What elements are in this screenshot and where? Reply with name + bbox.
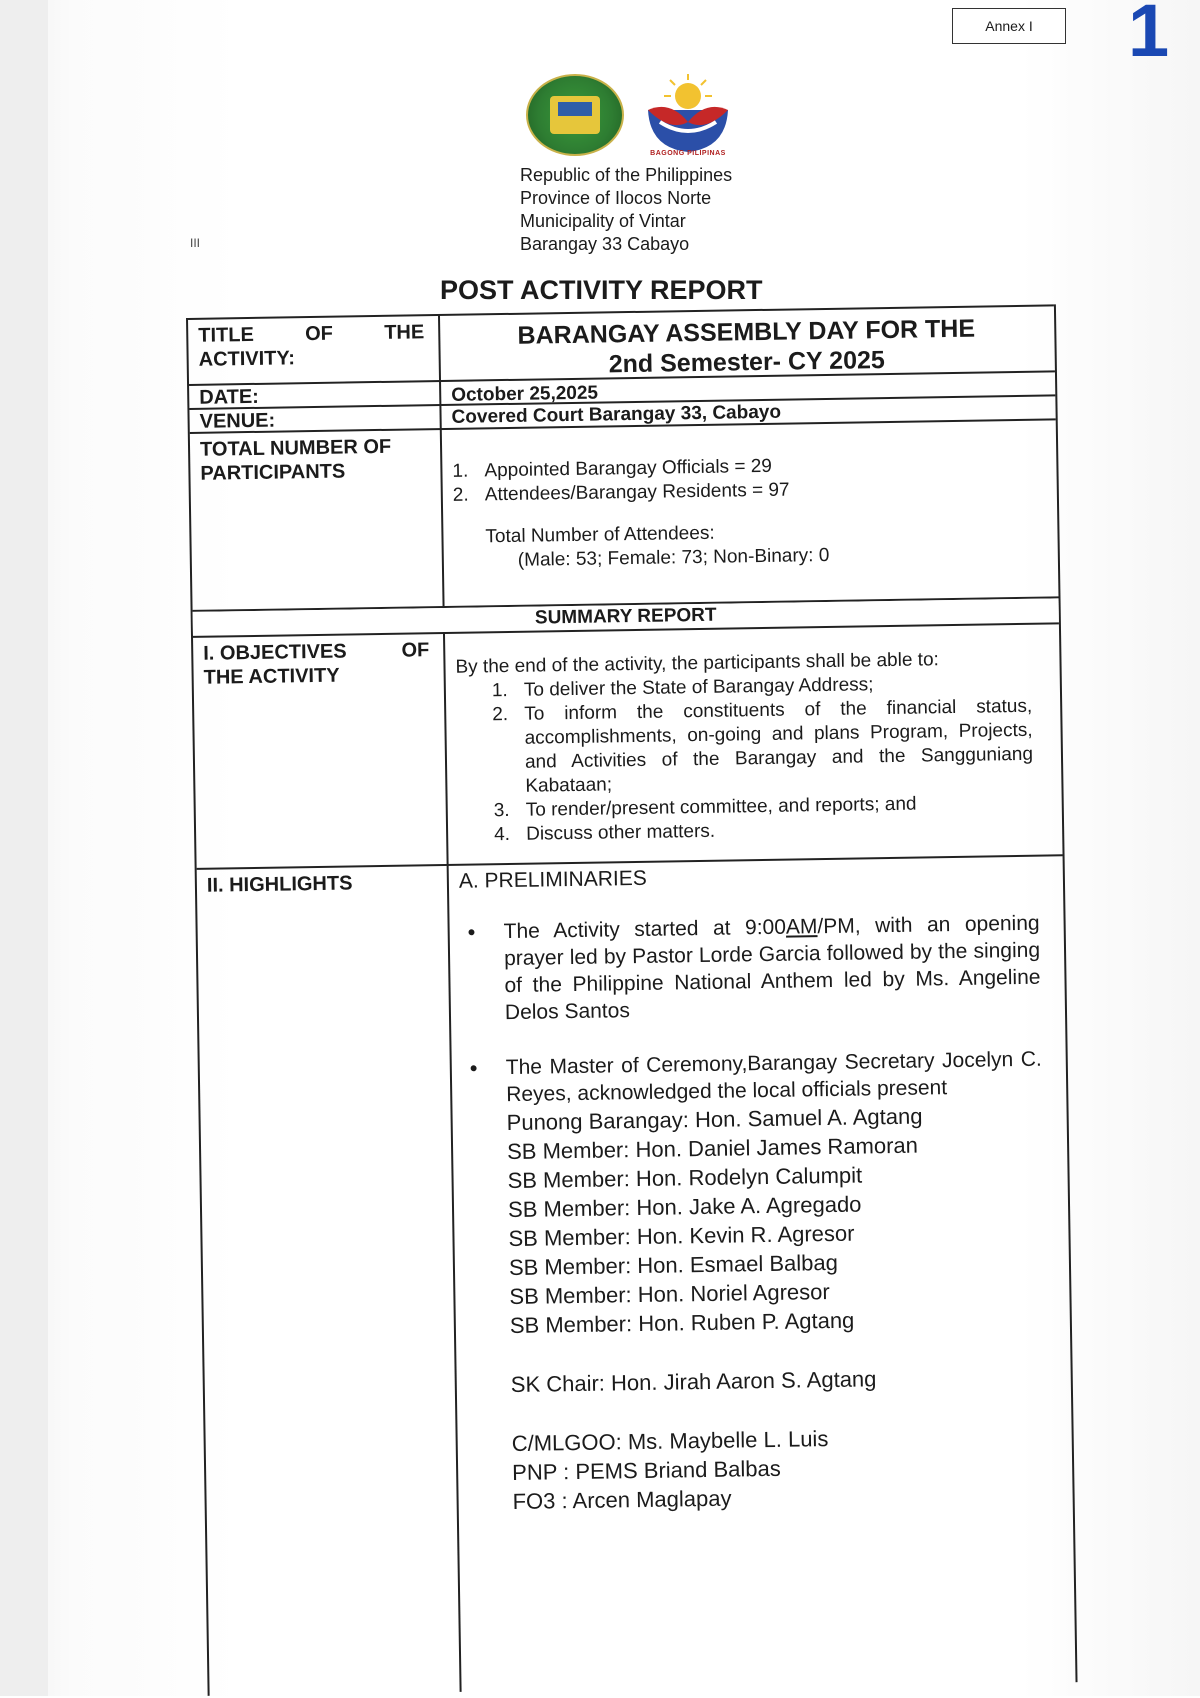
list-item: Punong Barangay: Hon. Samuel A. Agtang xyxy=(506,1103,923,1136)
page-mark: 1 xyxy=(1128,0,1170,72)
participants-label: TOTAL NUMBER OF PARTICIPANTS xyxy=(199,435,392,485)
objectives-content xyxy=(455,647,1034,848)
highlights-row xyxy=(197,854,1076,1698)
highlight-bullet: • The Activity started at 9:00AM/PM, with an opening prayer led by Pastor Lorde Garcia followed by the singing of the Philippine National Anthem led by Ms. Angeline Delos Santos xyxy=(467,911,1041,1025)
margin-mark: III xyxy=(190,236,201,250)
preliminaries-heading: A. PRELIMINARIES xyxy=(458,866,647,893)
report-title: POST ACTIVITY REPORT xyxy=(440,275,763,305)
highlight-bullet: • The Master of Ceremony,Barangay Secretary Jocelyn C. Reyes, acknowledged the local officials present xyxy=(469,1047,1042,1107)
list-item: SB Member: Hon. Noriel Agresor xyxy=(509,1279,830,1310)
barangay-seal-icon xyxy=(526,74,624,156)
letterhead xyxy=(520,164,800,256)
activity-title: BARANGAY ASSEMBLY DAY FOR THE 2nd Semester- CY 2025 xyxy=(517,314,976,379)
objectives-intro: By the end of the activity, the participants shall be able to: xyxy=(455,649,940,678)
list-item: SB Member: Hon. Jake A. Agregado xyxy=(507,1191,862,1223)
annex-label: Annex I xyxy=(952,8,1066,44)
title-label-line1: TITLE OF THE xyxy=(198,321,425,347)
bagong-pilipinas-text: BAGONG PILIPINAS xyxy=(650,150,726,157)
highlights-content xyxy=(459,859,1049,1517)
list-item: FO3 : Arcen Maglapay xyxy=(512,1485,732,1515)
letterhead-line: Barangay 33 Cabayo xyxy=(520,234,690,254)
officials-list xyxy=(462,1100,1048,1517)
objectives-row xyxy=(193,622,1063,868)
list-item: C/MLGOO: Ms. Maybelle L. Luis xyxy=(511,1426,829,1457)
date-label: DATE: xyxy=(199,385,260,409)
summary-header: SUMMARY REPORT xyxy=(193,598,1059,636)
report-table xyxy=(186,304,1078,1695)
list-item: PNP : PEMS Briand Balbas xyxy=(511,1455,781,1486)
title-label-line2: ACTIVITY: xyxy=(198,347,296,371)
list-item: SB Member: Hon. Ruben P. Agtang xyxy=(509,1307,855,1339)
participants-list xyxy=(452,451,1014,574)
letterhead-line: Municipality of Vintar xyxy=(520,211,686,231)
date-value: October 25,2025 xyxy=(451,382,599,406)
objectives-label-line1: I. OBJECTIVES OF xyxy=(203,639,430,665)
letterhead-line: Republic of the Philippines xyxy=(520,165,733,185)
venue-value: Covered Court Barangay 33, Cabayo xyxy=(451,401,782,428)
list-item: 3. To render/present committee, and reports; and xyxy=(493,793,917,822)
venue-label: VENUE: xyxy=(199,409,276,433)
sk-chair: SK Chair: Hon. Jirah Aaron S. Agtang xyxy=(510,1366,877,1398)
bagong-pilipinas-logo-icon xyxy=(640,70,736,160)
list-item: 1. Appointed Barangay Officials = 29 xyxy=(452,455,773,482)
list-item: SB Member: Hon. Daniel James Ramoran xyxy=(506,1132,919,1165)
scan-edge xyxy=(0,0,48,1696)
list-item: SB Member: Hon. Rodelyn Calumpit xyxy=(507,1162,863,1194)
highlights-label: II. HIGHLIGHTS xyxy=(206,872,353,897)
list-item: SB Member: Hon. Kevin R. Agresor xyxy=(508,1220,855,1252)
objectives-label-line2: THE ACTIVITY xyxy=(203,664,340,689)
participants-row xyxy=(190,418,1059,610)
list-item: 2. Attendees/Barangay Residents = 97 xyxy=(452,479,790,506)
list-item: 1. To deliver the State of Barangay Address; xyxy=(491,674,874,702)
attendees-breakdown: (Male: 53; Female: 73; Non-Binary: 0 xyxy=(517,544,830,571)
total-attendees-label: Total Number of Attendees: xyxy=(485,522,715,548)
list-item: 2. To inform the constituents of the financial status, accomplishments, on-going and plans Program, Projects, and Activities of the Barangay and the Sangguniang Kabataan; xyxy=(492,695,1034,797)
list-item: SB Member: Hon. Esmael Balbag xyxy=(508,1249,839,1281)
list-item: 4. Discuss other matters. xyxy=(493,820,716,846)
letterhead-line: Province of Ilocos Norte xyxy=(520,188,712,208)
